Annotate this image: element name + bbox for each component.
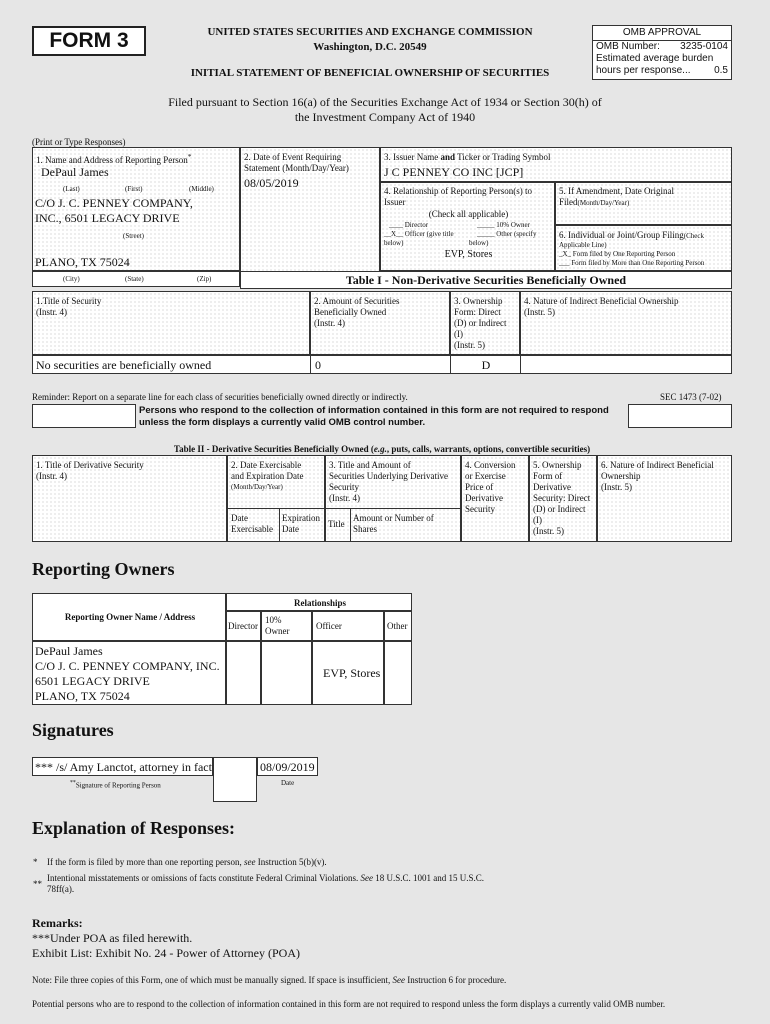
table2-c5-line5: (D) or Indirect <box>533 504 586 514</box>
reporting-address-line1: C/O J. C. PENNEY COMPANY, <box>35 196 193 210</box>
box2-event-date <box>240 147 380 287</box>
signature-date-value: 08/09/2019 <box>260 760 315 774</box>
table2-c2-line1: 2. Date Exercisable <box>231 460 302 470</box>
owners-10pct-line1: 10% <box>265 615 282 625</box>
form-label: FORM 3 <box>49 29 129 52</box>
box1-label-mark: * <box>187 152 192 161</box>
box1-city-row <box>32 271 240 287</box>
box3-label-a: 3. Issuer Name <box>384 152 441 162</box>
explanation-item1-a: If the form is filed by more than one reporting person, <box>47 857 244 867</box>
table1-title: Table I - Non-Derivative Securities Beneficially Owned <box>240 271 732 289</box>
box1-street-label: (Street) <box>123 232 144 240</box>
reporting-owners-heading: Reporting Owners <box>32 559 175 579</box>
table2-c6-line3: (Instr. 5) <box>601 482 632 492</box>
explanation-item1-see: see <box>243 857 256 867</box>
table2-c3-title: Title <box>328 519 345 529</box>
table1-col2-line1: 2. Amount of Securities <box>314 296 400 306</box>
form-label-box <box>32 26 146 56</box>
table1-header-col1 <box>32 291 310 355</box>
explanation-heading: Explanation of Responses: <box>32 818 236 838</box>
table1-col3-line1: 3. Ownership <box>454 296 503 306</box>
owner-name: DePaul James <box>35 644 103 658</box>
owners-officer-header: Officer <box>316 621 342 631</box>
filed-pursuant-line2: the Investment Company Act of 1940 <box>294 110 476 124</box>
reminder-text: Reminder: Report on a separate line for each class of securities beneficially owned directly or indirectly. <box>32 392 408 402</box>
table2-c5-line2: Form of <box>533 471 563 481</box>
owner-officer-value: EVP, Stores <box>323 666 381 680</box>
box3-issuer <box>380 147 732 182</box>
table2-title-b: , puts, calls, warrants, options, convertible securities) <box>386 444 591 454</box>
table2-title-eg: e.g. <box>373 444 387 454</box>
box6-label-line2: Applicable Line) <box>559 241 607 249</box>
table2-c3-amount-line2: Shares <box>353 524 377 534</box>
table1-row-title: No securities are beneficially owned <box>36 358 212 372</box>
box3-label-c: Ticker or Trading Symbol <box>455 152 551 162</box>
box2-label-line2: Statement (Month/Day/Year) <box>244 163 349 173</box>
table2-col1 <box>32 455 227 542</box>
table2-c2-line2: and Expiration Date <box>231 471 304 481</box>
table2-col5 <box>529 455 597 542</box>
explanation-item1-mark: * <box>33 857 38 867</box>
box4-relationship <box>380 182 555 271</box>
table1-col3-line2: Form: Direct <box>454 307 501 317</box>
explanation-item1-b: Instruction 5(b)(v). <box>255 857 327 867</box>
box4-officer: __X__ Officer (give title <box>384 230 454 238</box>
table2-col3 <box>325 455 461 542</box>
table1-row-amount: 0 <box>315 358 321 372</box>
reminder-bold-line2: unless the form displays a currently valid OMB control number. <box>139 417 426 428</box>
box6-label-line1: 6. Individual or Joint/Group Filing <box>559 230 684 240</box>
agency-location: Washington, D.C. 20549 <box>313 41 427 53</box>
omb-burden-line1: Estimated average burden <box>596 53 714 64</box>
table2-col4 <box>461 455 529 542</box>
table2-title-a: Table II - Derivative Securities Beneficially Owned ( <box>173 444 374 454</box>
table2-col2 <box>227 455 325 542</box>
reporting-city-line: PLANO, TX 75024 <box>35 255 130 269</box>
table1-col1-line1: 1.Title of Security <box>36 296 102 306</box>
table2-c5-line1: 5. Ownership <box>533 460 582 470</box>
signature-spacer <box>213 757 257 802</box>
table1-header-col2 <box>310 291 450 355</box>
table1-col4-line1: 4. Nature of Indirect Beneficial Ownership <box>524 296 679 306</box>
box2-label-line1: 2. Date of Event Requiring <box>244 152 342 162</box>
box1-middle-label: (Middle) <box>189 185 214 193</box>
owners-relationships: Relationships <box>293 598 346 608</box>
issuer-name-value: J C PENNEY CO INC [JCP] <box>384 165 524 179</box>
table2-c2-date-exercisable-line2: Exercisable <box>231 524 273 534</box>
table1-header-col4 <box>520 291 732 355</box>
table2-c5-line4: Security: Direct <box>533 493 591 503</box>
signature-label-text: Signature of Reporting Person <box>75 781 161 790</box>
table1-col2-line3: (Instr. 4) <box>314 318 345 328</box>
owners-other-header: Other <box>387 621 408 631</box>
table1-col3-line5: (Instr. 5) <box>454 340 485 350</box>
table2-c6-line1: 6. Nature of Indirect Beneficial <box>601 460 714 470</box>
box1-city-label: (City) <box>63 275 80 283</box>
table1-row <box>32 355 732 374</box>
officer-title-value: EVP, Stores <box>444 249 493 260</box>
table2-c1-line1: 1. Title of Derivative Security <box>36 460 144 470</box>
owners-director-header: Director <box>228 621 258 631</box>
table1-col3-line4: (I) <box>454 329 463 339</box>
signature-date-label: Date <box>281 779 295 787</box>
table2-c4-line1: 4. Conversion <box>465 460 516 470</box>
sec-number: SEC 1473 (7-02) <box>660 392 722 402</box>
signatures-heading: Signatures <box>32 720 114 740</box>
filed-pursuant-line1: Filed pursuant to Section 16(a) of the Securities Exchange Act of 1934 or Section 30(h) of <box>168 95 602 109</box>
owners-other-header-cell <box>384 611 412 641</box>
reporting-person-name: DePaul James <box>41 165 109 179</box>
owners-officer-header-cell <box>312 611 384 641</box>
omb-title: OMB APPROVAL <box>593 26 731 41</box>
table2-c3-line2: Securities Underlying Derivative <box>329 471 448 481</box>
box1-label: 1. Name and Address of Reporting Person <box>36 155 188 165</box>
table2-c5-line7: (Instr. 5) <box>533 526 564 536</box>
box5-amendment <box>555 182 732 225</box>
owners-director-header-cell <box>226 611 261 641</box>
table2-c3-line3: Security <box>329 482 359 492</box>
table2-c1-line2: (Instr. 4) <box>36 471 67 481</box>
owner-address-line2: 6501 LEGACY DRIVE <box>35 674 150 688</box>
table2-c3-line4: (Instr. 4) <box>329 493 360 503</box>
omb-number-label: OMB Number: <box>596 41 660 52</box>
signature-value: *** /s/ Amy Lanctot, attorney in fact <box>35 760 212 774</box>
explanation-item2 <box>47 873 484 895</box>
box6-label-small: (Check <box>683 232 704 240</box>
event-date-value: 08/05/2019 <box>244 176 299 190</box>
table2-c2-expiration-line2: Date <box>282 524 299 534</box>
box1-first-label: (First) <box>125 185 143 193</box>
owners-name-header: Reporting Owner Name / Address <box>64 612 196 622</box>
omb-number-value: 3235-0104 <box>680 41 728 52</box>
print-type-note: (Print or Type Responses) <box>32 137 126 147</box>
owner-officer-cell <box>312 641 384 705</box>
table2-c2-date-exercisable-line1: Date <box>231 513 248 523</box>
box1-reporting-person <box>32 147 240 271</box>
explanation-item1 <box>47 857 327 867</box>
reminder-bold-line1: Persons who respond to the collection of information contained in this form are not required to respond <box>139 405 609 416</box>
signature-cell <box>32 757 213 776</box>
owners-10pct-header-cell <box>261 611 312 641</box>
box5-label-line2: Filed <box>559 197 578 207</box>
box3-label-b: and <box>440 152 455 162</box>
owner-other-cell <box>384 641 412 705</box>
signature-label-mark: ** <box>70 780 76 786</box>
omb-burden-value: 0.5 <box>714 65 728 76</box>
box4-director: ____ Director <box>389 221 429 229</box>
omb-burden-line2: hours per response... <box>596 65 691 76</box>
box6-option-more: ___ Form filed by More than One Reporting Person <box>559 259 705 267</box>
box4-owner: _____ 10% Owner <box>477 221 530 229</box>
table2-c3-amount-line1: Amount or Number of <box>353 513 434 523</box>
omb-approval-box <box>592 25 732 80</box>
footer-note-see: See <box>392 975 406 985</box>
explanation-item2-c: 78ff(a). <box>47 884 75 894</box>
table1-col2-line2: Beneficially Owned <box>314 307 387 317</box>
footer-potential-persons: Potential persons who are to respond to the collection of information contained in this form are not required to respond unless the form displays a currently valid OMB number. <box>32 999 666 1009</box>
table2-c2-line3: (Month/Day/Year) <box>231 483 283 491</box>
explanation-item2-b: 18 U.S.C. 1001 and 15 U.S.C. <box>373 873 485 883</box>
box4-label-line1: 4. Relationship of Reporting Person(s) to <box>384 186 532 196</box>
reminder-right-box <box>628 404 732 428</box>
date-cell <box>257 757 318 776</box>
footer-note-a: Note: File three copies of this Form, one of which must be manually signed. If space is insufficient, <box>32 975 393 985</box>
remarks-line2: Exhibit List: Exhibit No. 24 - Power of Attorney (POA) <box>32 946 300 960</box>
table2-col6 <box>597 455 732 542</box>
owner-10pct-cell <box>261 641 312 705</box>
owner-address-line3: PLANO, TX 75024 <box>35 689 130 703</box>
table2-c4-line2: or Exercise <box>465 471 506 481</box>
table1-col4-line2: (Instr. 5) <box>524 307 555 317</box>
owners-relationships-cell <box>226 593 412 611</box>
box1-last-label: (Last) <box>63 185 80 193</box>
box4-label-line2: Issuer <box>384 197 406 207</box>
table2-c3-line1: 3. Title and Amount of <box>329 460 411 470</box>
table2-title <box>32 444 732 454</box>
explanation-item2-see: See <box>360 873 373 883</box>
owner-address-line1: C/O J. C. PENNEY COMPANY, INC. <box>35 659 220 673</box>
table2-c4-line3: Price of <box>465 482 494 492</box>
box5-label-line1: 5. If Amendment, Date Original <box>559 186 674 196</box>
box5-label-small: (Month/Day/Year) <box>577 199 630 207</box>
table2-c6-line2: Ownership <box>601 471 641 481</box>
footer-note <box>32 975 506 985</box>
box6-option-one: _X_ Form filed by One Reporting Person <box>559 250 676 258</box>
table2-c4-line5: Security <box>465 504 495 514</box>
reminder-left-box <box>32 404 136 428</box>
table1-header-col3 <box>450 291 520 355</box>
box4-other: _____ Other (specify <box>477 230 537 238</box>
remarks-heading: Remarks: <box>32 916 83 930</box>
table1-col3-line3: (D) or Indirect <box>454 318 507 328</box>
table1-col1-line2: (Instr. 4) <box>36 307 67 317</box>
box1-zip-label: (Zip) <box>197 275 212 283</box>
owners-10pct-line2: Owner <box>265 626 290 636</box>
box1-state-label: (State) <box>125 275 144 283</box>
table2-c4-line4: Derivative <box>465 493 503 503</box>
reminder-bold-text <box>139 405 609 429</box>
remarks-line1: ***Under POA as filed herewith. <box>32 931 193 945</box>
reporting-address-line2: INC., 6501 LEGACY DRIVE <box>35 211 180 225</box>
box4-below2: below) <box>469 239 489 247</box>
footer-note-b: Instruction 6 for procedure. <box>405 975 507 985</box>
table2-c2-expiration-line1: Expiration <box>282 513 320 523</box>
table2-c5-line6: (I) <box>533 515 542 525</box>
box4-below1: below) <box>384 239 404 247</box>
explanation-item2-mark: ** <box>33 879 42 889</box>
form-title: INITIAL STATEMENT OF BENEFICIAL OWNERSHIP OF SECURITIES <box>190 67 550 79</box>
owner-address-cell <box>32 641 226 705</box>
table2-c5-line3: Derivative <box>533 482 571 492</box>
box6-filing <box>555 225 732 271</box>
explanation-item2-a: Intentional misstatements or omissions of facts constitute Federal Criminal Violations. <box>47 873 361 883</box>
agency-name: UNITED STATES SECURITIES AND EXCHANGE COMMISSION <box>207 26 533 38</box>
signature-label <box>70 780 161 789</box>
box4-check-all: (Check all applicable) <box>428 209 509 219</box>
table1-row-form: D <box>481 358 491 372</box>
owners-name-header-cell <box>32 593 226 641</box>
owner-director-cell <box>226 641 261 705</box>
